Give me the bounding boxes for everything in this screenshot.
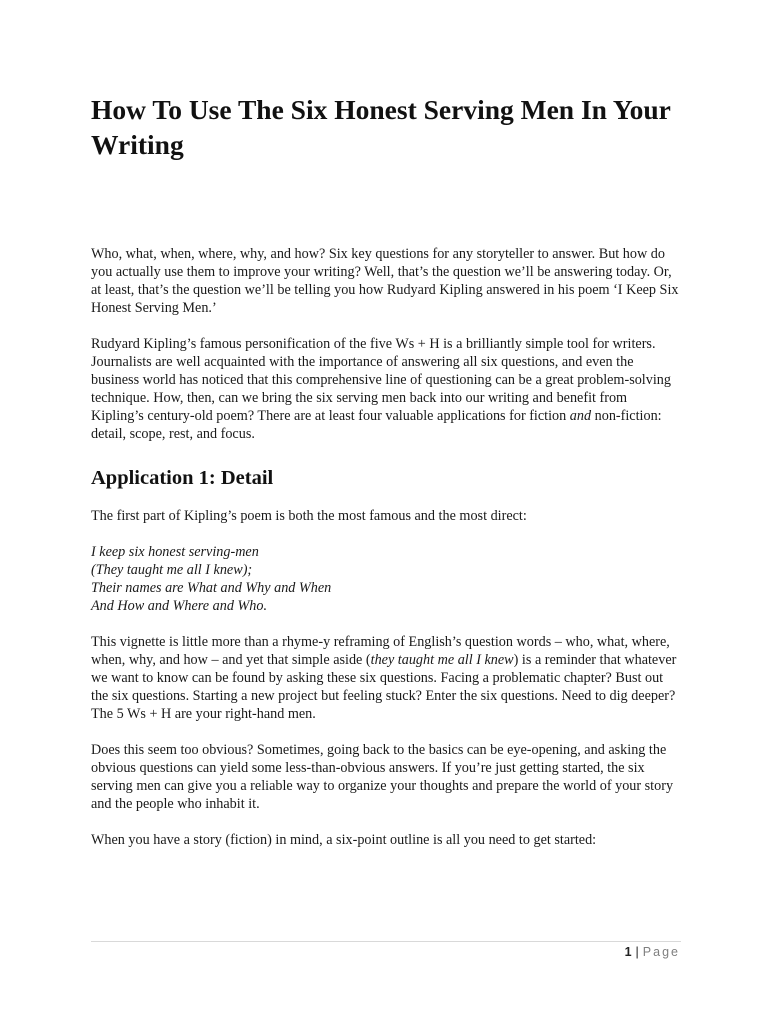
section-heading: Application 1: Detail bbox=[91, 467, 274, 489]
footer-divider bbox=[91, 941, 681, 942]
intro-paragraph-2-emphasis: and bbox=[569, 408, 592, 424]
document-title: How To Use The Six Honest Serving Men In Your Writing bbox=[91, 94, 671, 160]
page-label: Page bbox=[642, 945, 680, 959]
poem-line: (They taught me all I knew); bbox=[91, 562, 253, 578]
detail-paragraph-2-emphasis: they taught me all I knew bbox=[370, 652, 514, 668]
poem-line: And How and Where and Who. bbox=[91, 598, 268, 614]
intro-paragraph-2 bbox=[91, 335, 681, 443]
poem-excerpt bbox=[91, 543, 681, 615]
page-number: 1 bbox=[624, 945, 632, 959]
page-footer bbox=[625, 945, 680, 959]
detail-paragraph-4: When you have a story (fiction) in mind, a six-point outline is all you need to get started: bbox=[91, 832, 597, 848]
intro-paragraph-1: Who, what, when, where, why, and how? Six key questions for any storyteller to answer. But how do you actually use them to improve your writing? Well, that’s the question we’ll be answering today. Or, at least, that’s the question we’ll be telling you how Rudyard Kipling answered in his poem ‘I Keep Six Honest Serving Men.’ bbox=[91, 246, 679, 316]
footer-separator: | bbox=[635, 945, 639, 959]
detail-paragraph-2-text: This vignette is little more than a rhyme-y reframing of English’s question words – who, what, where, when, why, and how – and yet that simple aside ( bbox=[91, 634, 670, 668]
page-content bbox=[91, 92, 681, 849]
detail-paragraph-2 bbox=[91, 633, 681, 723]
detail-paragraph-3: Does this seem too obvious? Sometimes, going back to the basics can be eye-opening, and asking the obvious questions can yield some less-than-obvious answers. If you’re just getting started, the six serving men can give you a reliable way to organize your thoughts and prepare the world of your story and the people who inhabit it. bbox=[91, 742, 674, 812]
detail-paragraph-1: The first part of Kipling’s poem is both the most famous and the most direct: bbox=[91, 508, 527, 524]
intro-paragraph-2-tail: non-fiction: detail, scope, rest, and focus. bbox=[91, 408, 662, 442]
poem-line: Their names are What and Why and When bbox=[91, 580, 332, 596]
detail-paragraph-2-tail: ) is a reminder that whatever we want to know can be found by asking these six questions. Facing a problematic chapter? Bust out the six questions. Starting a new project but feeling stuck? Enter the six questions. Need to dig deeper? The 5 Ws + H are your right-hand men. bbox=[91, 652, 677, 722]
poem-line: I keep six honest serving-men bbox=[91, 544, 259, 560]
intro-paragraph-2-text: Rudyard Kipling’s famous personification of the five Ws + H is a brilliantly simple tool for writers. Journalists are well acquainted with the importance of answering all six questions, and even the business world has noticed that this comprehensive line of questioning can be a great problem-solving technique. How, then, can we bring the six serving men back into our writing and benefit from Kipling’s century-old poem? There are at least four valuable applications for fiction bbox=[91, 336, 671, 424]
